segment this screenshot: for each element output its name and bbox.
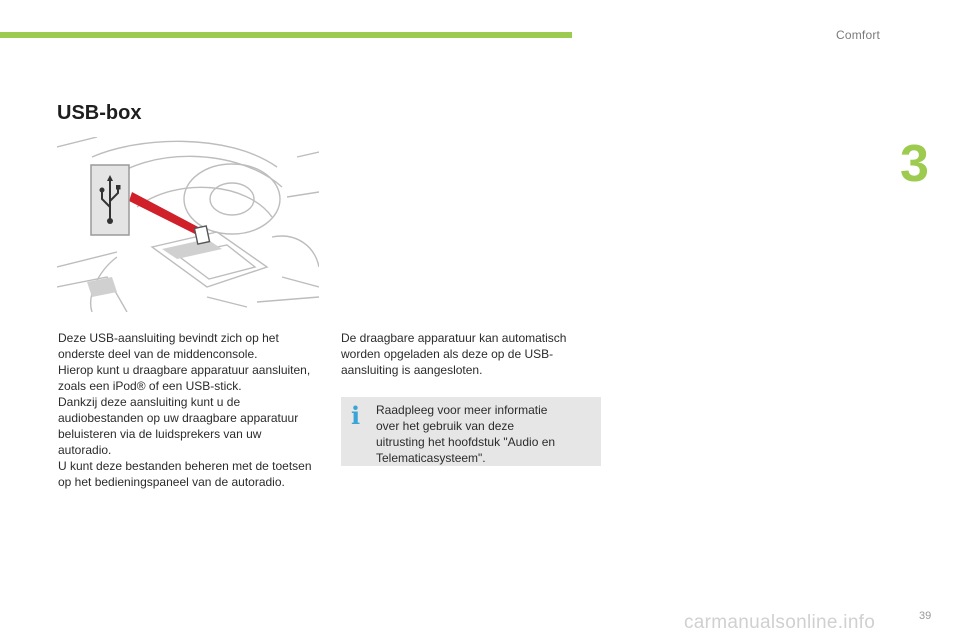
console-shading bbox=[87, 239, 222, 297]
info-line: over het gebruik van deze bbox=[376, 419, 515, 433]
info-line: Telematicasysteem". bbox=[376, 451, 486, 465]
body-line: onderste deel van de middenconsole. bbox=[58, 347, 258, 361]
body-line: Deze USB-aansluiting bevindt zich op het bbox=[58, 331, 279, 345]
body-line: op het bedieningspaneel van de autoradio. bbox=[58, 475, 285, 489]
usb-console-illustration bbox=[57, 137, 319, 312]
pointer-line bbox=[129, 192, 202, 235]
body-right-column bbox=[341, 330, 603, 378]
info-icon: i bbox=[351, 401, 361, 430]
info-note-text bbox=[376, 402, 596, 466]
usb-port bbox=[194, 226, 209, 244]
body-left-column bbox=[58, 330, 326, 490]
chapter-number: 3 bbox=[900, 135, 929, 193]
body-line: audiobestanden op uw draagbare apparatuur bbox=[58, 411, 299, 425]
info-line: uitrusting het hoofdstuk "Audio en bbox=[376, 435, 556, 449]
header-accent-bar bbox=[0, 32, 572, 38]
body-line: zoals een iPod® of een USB-stick. bbox=[58, 379, 242, 393]
page-number: 39 bbox=[919, 610, 932, 622]
body-line: aansluiting is aangesloten. bbox=[341, 363, 483, 377]
body-line: Hierop kunt u draagbare apparatuur aansluiten, bbox=[58, 363, 311, 377]
info-line: Raadpleeg voor meer informatie bbox=[376, 403, 548, 417]
body-line: worden opgeladen als deze op de USB- bbox=[341, 347, 554, 361]
watermark: carmanualsonline.info bbox=[684, 612, 876, 633]
body-line: beluisteren via de luidsprekers van uw bbox=[58, 427, 262, 441]
body-line: Dankzij deze aansluiting kunt u de bbox=[58, 395, 241, 409]
section-label: Comfort bbox=[836, 28, 881, 42]
body-line: autoradio. bbox=[58, 443, 112, 457]
info-note-box bbox=[341, 397, 601, 466]
body-line: U kunt deze bestanden beheren met de toetsen bbox=[58, 459, 312, 473]
page-title: USB-box bbox=[57, 102, 142, 124]
body-line: De draagbare apparatuur kan automatisch bbox=[341, 331, 567, 345]
